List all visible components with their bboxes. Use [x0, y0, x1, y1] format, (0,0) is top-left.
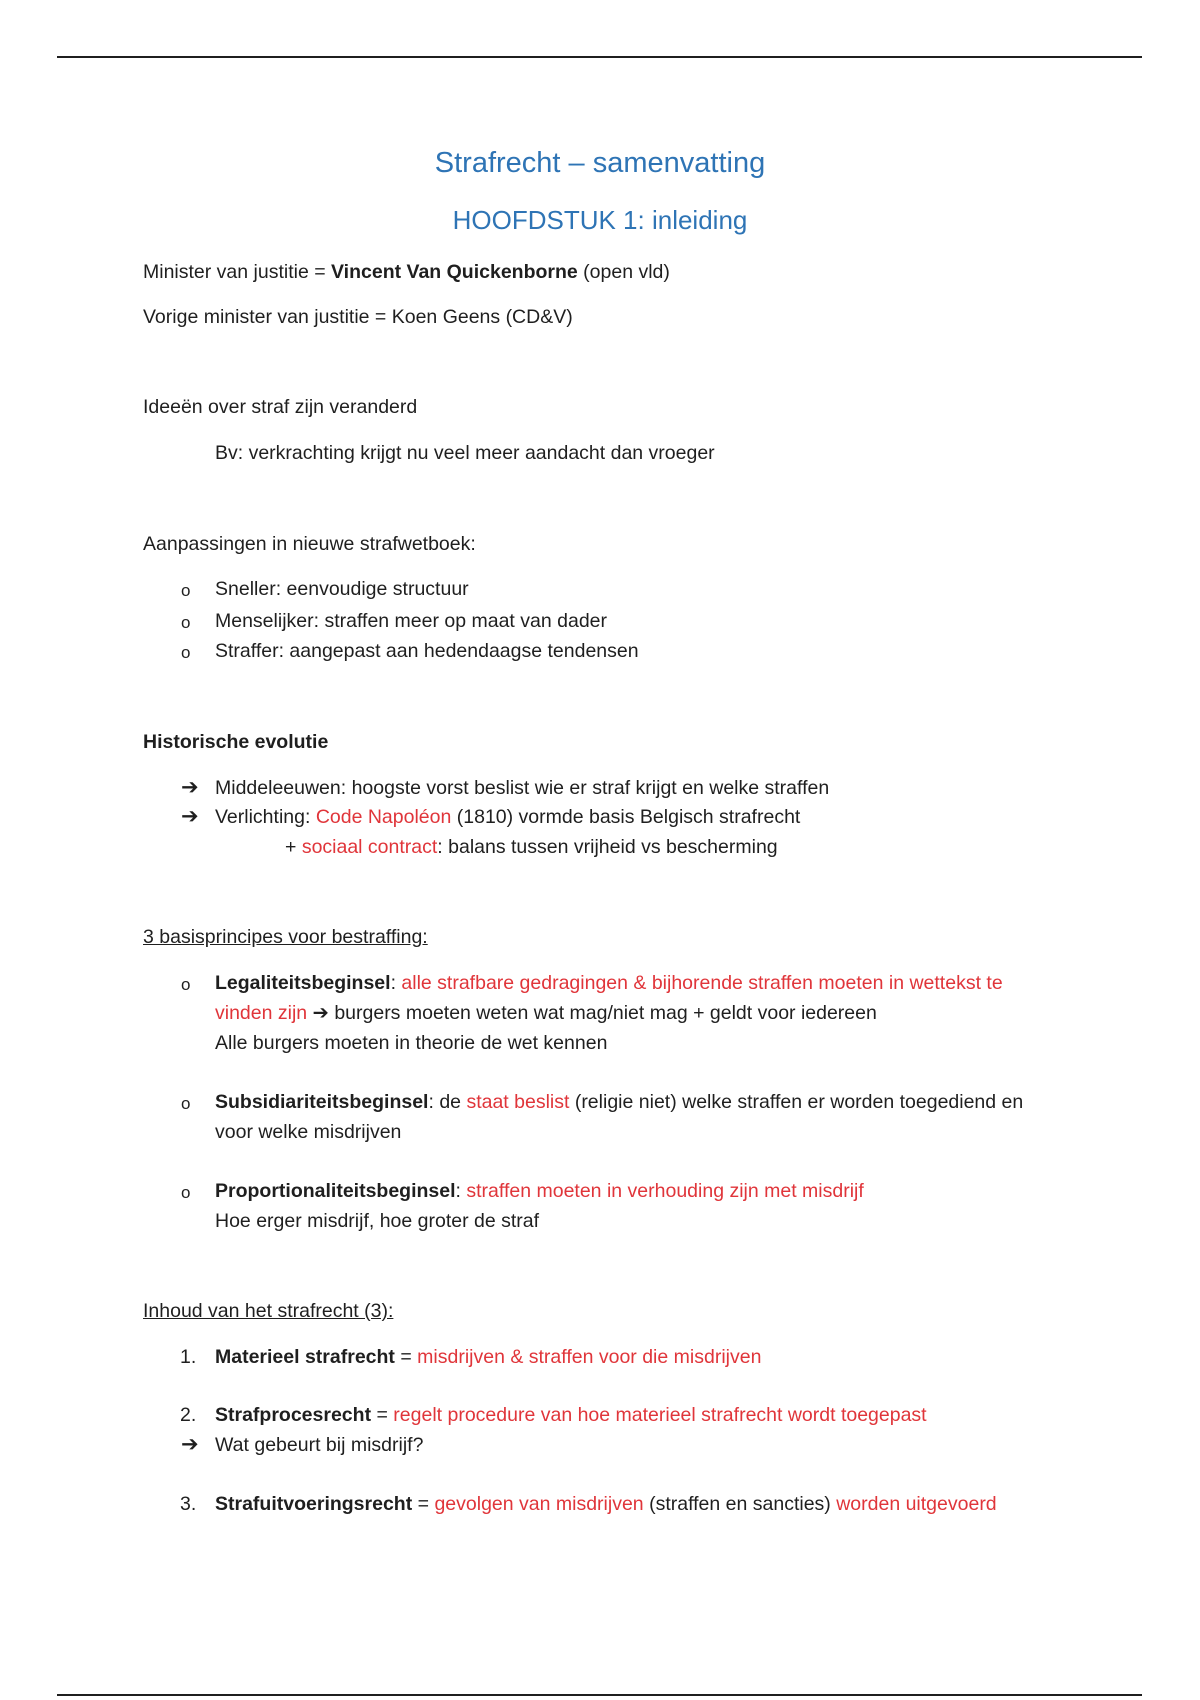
state-decides: staat beslist	[466, 1091, 570, 1113]
social-contract: sociaal contract	[301, 836, 438, 858]
legality-line-3: Alle burgers moeten in theorie de wet kennen	[215, 1032, 608, 1054]
bullet-circle-icon: o	[181, 581, 191, 600]
legality-line-2	[215, 1004, 877, 1024]
legality-line-1	[215, 974, 1003, 994]
bullet-circle-icon: o	[181, 1183, 191, 1202]
material-law-definition: misdrijven & straffen voor die misdrijven	[417, 1346, 762, 1368]
ideas-heading: Ideeën over straf zijn veranderd	[143, 396, 418, 418]
enlightenment-prefix: Verlichting:	[215, 806, 316, 828]
proportionality-line-2: Hoe erger misdrijf, hoe groter de straf	[215, 1210, 540, 1232]
adjustments-heading: Aanpassingen in nieuwe strafwetboek:	[143, 533, 476, 555]
legality-colon: :	[390, 972, 402, 994]
arrow-right-icon: ➔	[181, 805, 199, 828]
procedure-law-definition: regelt procedure van hoe materieel strafrecht wordt toegepast	[393, 1404, 927, 1426]
bullet-circle-icon: o	[181, 975, 191, 994]
social-contract-prefix: +	[285, 836, 302, 858]
list-number: 1.	[180, 1346, 197, 1368]
content-item-procedure	[215, 1406, 927, 1426]
proportionality-name: Proportionaliteitsbeginsel	[215, 1180, 456, 1202]
execution-mid: (straffen en sancties)	[643, 1493, 837, 1515]
proportionality-definition: straffen moeten in verhouding zijn met misdrijf	[466, 1180, 864, 1202]
subsidiarity-line-1	[215, 1093, 1023, 1113]
procedure-law-name: Strafprocesrecht	[215, 1404, 372, 1426]
document-title: Strafrecht – samenvatting	[434, 147, 766, 179]
bullet-circle-icon: o	[181, 613, 191, 632]
list-item: Menselijker: straffen meer op maat van dader	[215, 610, 607, 632]
arrow-right-icon: ➔	[181, 776, 199, 799]
content-heading: Inhoud van het strafrecht (3):	[143, 1300, 394, 1322]
footer-rule	[57, 1694, 1142, 1696]
history-item-enlightenment	[215, 808, 800, 828]
minister-line	[143, 263, 670, 283]
content-item-execution	[215, 1495, 997, 1515]
social-contract-suffix: : balans tussen vrijheid vs bescherming	[437, 836, 778, 858]
legality-name: Legaliteitsbeginsel	[215, 972, 391, 994]
subsidiarity-post: (religie niet) welke straffen er worden toegediend en	[569, 1091, 1024, 1113]
header-rule	[57, 56, 1142, 58]
subsidiarity-line-2: voor welke misdrijven	[215, 1121, 402, 1143]
content-item-material	[215, 1348, 761, 1368]
execution-carried-out: worden uitgevoerd	[836, 1493, 997, 1515]
execution-law-eq: =	[412, 1493, 435, 1515]
minister-party: (open vld)	[577, 261, 670, 283]
legality-consequence: ➔ burgers moeten weten wat mag/niet mag + geldt voor iedereen	[307, 1002, 877, 1024]
history-item-middle-ages: Middeleeuwen: hoogste vorst beslist wie er straf krijgt en welke straffen	[215, 777, 830, 799]
material-law-name: Materieel strafrecht	[215, 1346, 395, 1368]
list-number: 2.	[180, 1404, 197, 1426]
enlightenment-suffix: (1810) vormde basis Belgisch strafrecht	[451, 806, 801, 828]
bullet-circle-icon: o	[181, 643, 191, 662]
chapter-heading: HOOFDSTUK 1: inleiding	[452, 205, 748, 235]
procedure-law-eq: =	[371, 1404, 394, 1426]
previous-minister-line: Vorige minister van justitie = Koen Geens (CD&V)	[143, 306, 573, 328]
subsidiarity-name: Subsidiariteitsbeginsel	[215, 1091, 429, 1113]
list-item: Straffer: aangepast aan hedendaagse tendensen	[215, 640, 639, 662]
execution-law-name: Strafuitvoeringsrecht	[215, 1493, 413, 1515]
minister-name: Vincent Van Quickenborne	[331, 261, 578, 283]
list-item: Sneller: eenvoudige structuur	[215, 578, 469, 600]
execution-consequences: gevolgen van misdrijven	[434, 1493, 644, 1515]
proportionality-line-1	[215, 1182, 864, 1202]
arrow-right-icon: ➔	[181, 1433, 199, 1456]
procedure-question: Wat gebeurt bij misdrijf?	[215, 1434, 424, 1456]
list-number: 3.	[180, 1493, 197, 1515]
code-napoleon: Code Napoléon	[315, 806, 452, 828]
bullet-circle-icon: o	[181, 1094, 191, 1113]
legality-definition: alle strafbare gedragingen & bijhorende straffen moeten in wettekst te	[401, 972, 1003, 994]
subsidiarity-pre: : de	[428, 1091, 467, 1113]
proportionality-colon: :	[455, 1180, 467, 1202]
material-law-eq: =	[394, 1346, 418, 1368]
principles-heading: 3 basisprincipes voor bestraffing:	[143, 926, 428, 948]
history-heading: Historische evolutie	[143, 731, 329, 753]
ideas-example: Bv: verkrachting krijgt nu veel meer aandacht dan vroeger	[215, 442, 715, 464]
history-item-social-contract	[285, 838, 778, 858]
legality-definition-end: vinden zijn	[215, 1002, 308, 1024]
minister-label: Minister van justitie =	[143, 261, 332, 283]
